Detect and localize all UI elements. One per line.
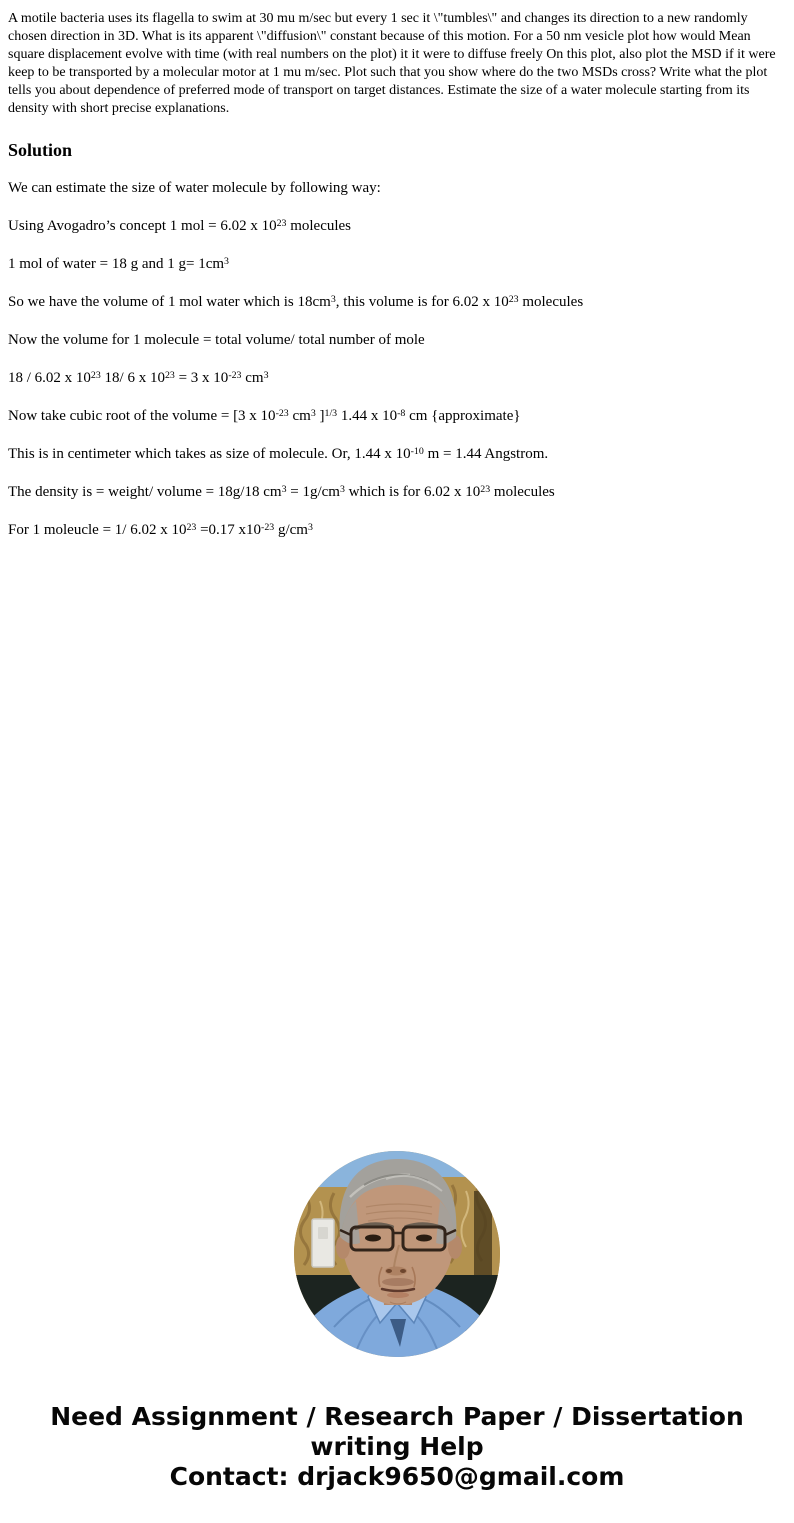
solution-paragraph: 18 / 6.02 x $10^{23}$ 18/ 6 x $10^{23} = 3$ x $10^{-23}$ $cm^3$ xyxy=(8,369,269,386)
solution-heading: Solution xyxy=(8,140,73,160)
solution-paragraph: We can estimate the size of water molecule by following way: xyxy=(8,180,381,196)
banner-line-1: Need Assignment / Research Paper / Dissertation xyxy=(50,1402,744,1431)
superscript: 3 xyxy=(307,521,313,533)
superscript: 23 xyxy=(186,521,197,533)
document-body xyxy=(0,0,794,540)
solution-paragraph: 1 mol of water = 18 g and 1 $g= 1cm^3$ xyxy=(8,255,229,272)
question-text: A motile bacteria uses its flagella to swim at 30 mu m/sec but every 1 sec it \"tumbles\" and changes its direction to a new randomly chosen direction in 3D. What is its apparent \"diffusion\" constant because of this motion. For a 50 nm vesicle plot how would Mean square displacement evolve with time (with real numbers on the plot) it it were to diffuse freely On this plot, also plot the MSD if it were keep to be transported by a molecular motor at 1 mu m/sec. Plot such that you show where do the two MSDs cross? Write what the plot tells you about dependence of preferred mode of transport on target distances. Estimate the size of a water molecule starting from its density with short precise explanations. xyxy=(8,11,776,116)
superscript: -10 xyxy=(410,445,424,457)
solution-paragraph: So we have the volume of 1 mol water which is $18cm^3$, this volume is for 6.02 x $10^{23}$ molecules xyxy=(8,293,584,310)
solution-paragraphs xyxy=(8,179,786,540)
solution-paragraph: Using Avogadro’s concept 1 mol = 6.02 x $10^{23}$ molecules xyxy=(8,217,352,234)
superscript: 3 xyxy=(330,293,336,305)
person-photo xyxy=(294,1151,500,1357)
superscript: 3 xyxy=(263,369,269,381)
solution-paragraph: This is in centimeter which takes as size of molecule. Or, 1.44 x $10^{-10}$ m = 1.44 Angstrom. xyxy=(8,445,549,462)
superscript: -8 xyxy=(397,407,406,419)
contact-email-line: Contact: drjack9650@gmail.com xyxy=(169,1462,625,1491)
superscript: 23 xyxy=(508,293,519,305)
superscript: 23 xyxy=(276,217,287,229)
superscript: 3 xyxy=(310,407,316,419)
banner-line-2: writing Help xyxy=(310,1432,484,1461)
superscript: 23 xyxy=(164,369,175,381)
superscript: 3 xyxy=(224,255,229,267)
superscript: 23 xyxy=(480,483,491,495)
superscript: -23 xyxy=(261,521,275,533)
solution-paragraph: Now take cubic root of the volume = [3 x $10^{-23}$ $cm^3$ ]$^{1/3}$ 1.44 x $10^{-8}$ cm {approximate} xyxy=(8,407,521,424)
superscript: -23 xyxy=(275,407,289,419)
superscript: 3 xyxy=(281,483,287,495)
superscript: 23 xyxy=(90,369,101,381)
superscript: 1/3 xyxy=(324,407,338,419)
solution-paragraph: Now the volume for 1 molecule = total volume/ total number of mole xyxy=(8,332,425,348)
help-banner xyxy=(0,1402,794,1492)
solution-paragraph: For 1 moleucle = 1/ 6.02 x $10^{23} =0.17$ $x10^{-23}$ $g/cm^3$ xyxy=(8,521,313,538)
superscript: 3 xyxy=(339,483,345,495)
superscript: -23 xyxy=(228,369,242,381)
person-photo-image xyxy=(294,1151,500,1357)
solution-paragraph: The density is = weight/ volume = 18g/18 $cm^3 = 1g/cm^3$ which is for 6.02 x $10^{23}$ molecules xyxy=(8,483,555,500)
